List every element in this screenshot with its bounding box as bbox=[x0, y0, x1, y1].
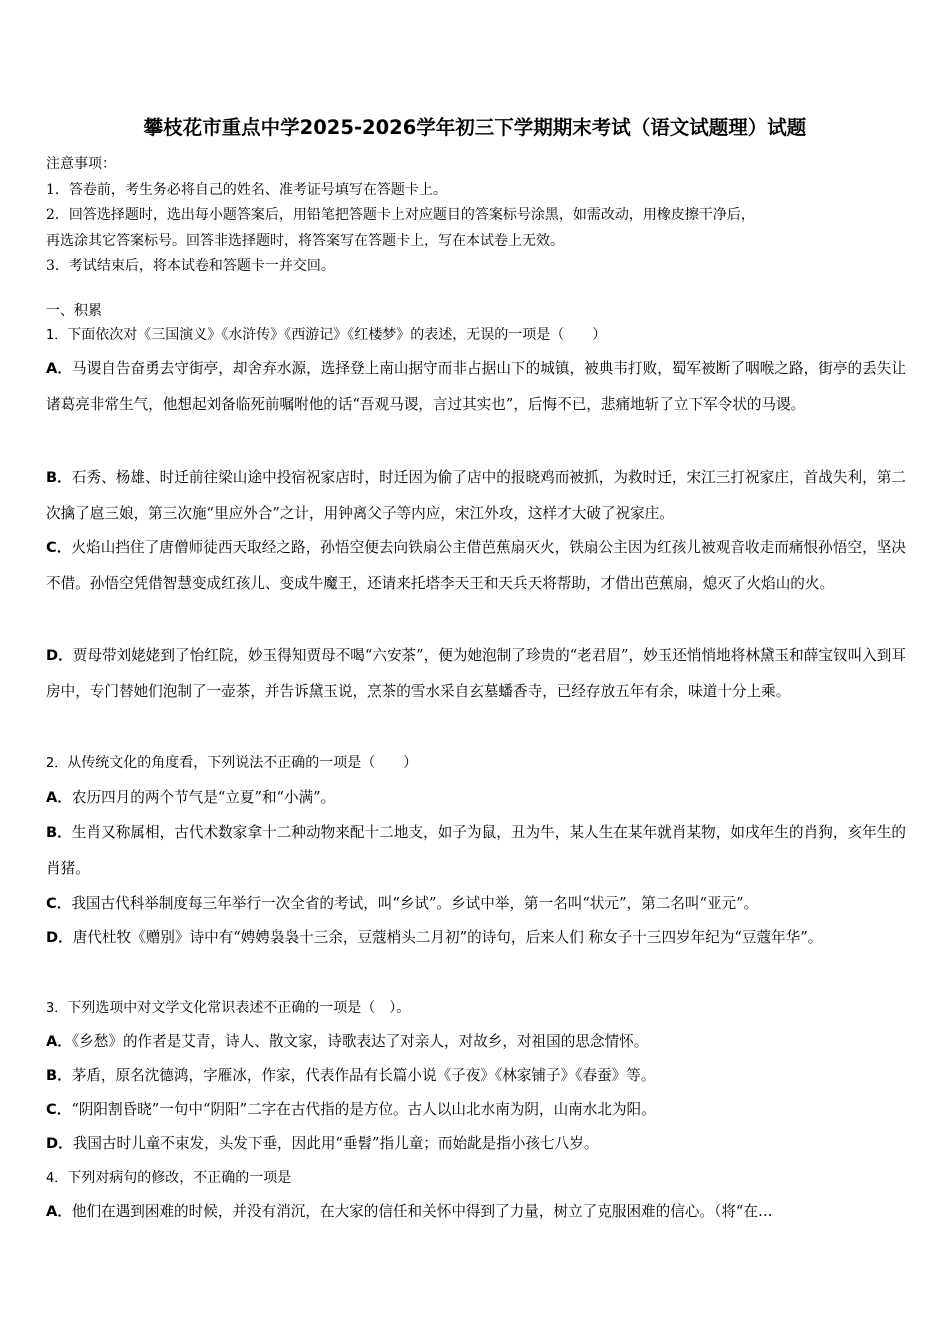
question-text: 从传统文化的角度看，下列说法不正确的一项是（ ） bbox=[67, 755, 418, 771]
question-number: 2． bbox=[46, 756, 68, 771]
answer-option bbox=[46, 1194, 906, 1230]
answer-option bbox=[46, 351, 906, 423]
option-letter: C． bbox=[46, 895, 72, 912]
option-letter: A． bbox=[46, 1033, 72, 1050]
option-text: 石秀、杨雄、时迁前往梁山途中投宿祝家店时，时迁因为偷了店中的报晓鸡而被抓，为救时迁，宋江三打祝家庄，首战失利，第二次擒了扈三娘，第三次施“里应外合”之计，用钟离父子等内应，宋江外攻，这样才大破了祝家庄。 bbox=[46, 469, 906, 522]
option-letter: C． bbox=[46, 1101, 72, 1118]
question-text: 下面依次对《三国演义》《水浒传》《西游记》《红楼梦》的表述，无误的一项是（ ） bbox=[67, 327, 607, 343]
option-text: “阴阳割昏晓”一句中“阴阳”二字在古代指的是方位。古人以山北水南为阴，山南水北为阳。 bbox=[71, 1101, 656, 1118]
notes-item: 再选涂其它答案标号。回答非选择题时，将答案写在答题卡上，写在本试卷上无效。 bbox=[46, 232, 564, 249]
question-text: 下列对病句的修改，不正确的一项是 bbox=[67, 1170, 292, 1186]
option-letter: A． bbox=[46, 1203, 72, 1220]
answer-option bbox=[46, 886, 906, 922]
notes-block bbox=[46, 152, 906, 280]
option-letter: B． bbox=[46, 469, 72, 486]
option-text: 马谡自告奋勇去守街亭，却舍弃水源，选择登上南山据守而非占据山下的城镇，被典韦打败，蜀军被断了咽喉之路，街亭的丢失让诸葛亮非常生气，他想起刘备临死前嘱咐他的话“吾观马谡，言过其实也”，后悔不已，悲痛地斩了立下军令状的马谡。 bbox=[46, 360, 906, 413]
answer-option bbox=[46, 920, 906, 956]
option-text: 唐代杜牧《赠别》诗中有“娉娉袅袅十三余，豆蔻梢头二月初”的诗句，后来人们 称女子十三四岁年纪为“豆蔻年华”。 bbox=[72, 929, 823, 946]
option-text: 生肖又称属相，古代术数家拿十二种动物来配十二地支，如子为鼠，丑为牛，某人生在某年就肖某物，如戌年生的肖狗，亥年生的肖猪。 bbox=[46, 824, 906, 877]
option-letter: C． bbox=[46, 539, 72, 556]
answer-option bbox=[46, 1126, 906, 1162]
answer-option bbox=[46, 460, 906, 532]
question-stem bbox=[46, 324, 606, 347]
option-text: 火焰山挡住了唐僧师徒西天取经之路，孙悟空便去向铁扇公主借芭蕉扇灭火，铁扇公主因为红孩儿被观音收走而痛恨孙悟空，坚决不借。孙悟空凭借智慧变成红孩儿、变成牛魔王，还请来托塔李天王和天兵天将帮助，才借出芭蕉扇，熄灭了火焰山的火。 bbox=[46, 539, 906, 592]
notes-heading: 注意事项： bbox=[46, 156, 116, 172]
option-letter: B． bbox=[46, 1067, 72, 1084]
option-letter: D． bbox=[46, 929, 73, 946]
question-number: 3． bbox=[46, 1001, 68, 1016]
answer-option bbox=[46, 638, 906, 710]
option-text: 我国古时儿童不束发，头发下垂，因此用“垂髫”指儿童；而始龀是指小孩七八岁。 bbox=[72, 1135, 599, 1152]
question-stem bbox=[46, 1167, 291, 1190]
answer-option bbox=[46, 1092, 906, 1128]
option-text: 他们在遇到困难的时候，并没有消沉，在大家的信任和关怀中得到了力量，树立了克服困难的信心。（将“在… bbox=[71, 1203, 773, 1220]
option-text: 贾母带刘姥姥到了怡红院，妙玉得知贾母不喝“六安茶”，便为她泡制了珍贵的“老君眉”，妙玉还悄悄地将林黛玉和薛宝钗叫入到耳房中，专门替她们泡制了一壶茶，并告诉黛玉说，烹茶的雪水采自玄墓蟠香寺，已经存放五年有余，味道十分上乘。 bbox=[46, 647, 906, 700]
notes-item: 3．考试结束后，将本试卷和答题卡一并交回。 bbox=[46, 258, 335, 274]
option-text: 茅盾，原名沈德鸿，字雁冰，作家，代表作品有长篇小说《子夜》《林家铺子》《春蚕》等。 bbox=[71, 1067, 656, 1084]
question-stem bbox=[46, 752, 417, 775]
option-text: 农历四月的两个节气是“立夏”和“小满”。 bbox=[71, 789, 336, 806]
answer-option bbox=[46, 530, 906, 602]
notes-item: 2．回答选择题时，选出每小题答案后，用铅笔把答题卡上对应题目的答案标号涂黑，如需改动，用橡皮擦干净后， bbox=[46, 207, 755, 223]
question-stem bbox=[46, 997, 410, 1020]
question-text: 下列选项中对文学文化常识表述不正确的一项是（ ）。 bbox=[67, 1000, 411, 1016]
section-heading: 一、积累 bbox=[46, 303, 102, 319]
answer-option bbox=[46, 780, 906, 816]
option-letter: A． bbox=[46, 789, 72, 806]
question-number: 1． bbox=[46, 328, 68, 343]
option-letter: A． bbox=[46, 360, 72, 377]
option-text: 《乡愁》的作者是艾青，诗人、散文家，诗歌表达了对亲人，对故乡，对祖国的思念情怀。 bbox=[71, 1033, 649, 1050]
answer-option bbox=[46, 815, 906, 887]
option-letter: D． bbox=[46, 1135, 73, 1152]
option-letter: B． bbox=[46, 824, 72, 841]
option-letter: D． bbox=[46, 647, 73, 664]
answer-option bbox=[46, 1058, 906, 1094]
answer-option bbox=[46, 1024, 906, 1060]
notes-item: 1．答卷前，考生务必将自己的姓名、准考证号填写在答题卡上。 bbox=[46, 181, 447, 198]
option-text: 我国古代科举制度每三年举行一次全省的考试，叫“乡试”。乡试中举，第一名叫“状元”，第二名叫“亚元”。 bbox=[71, 895, 759, 912]
question-number: 4． bbox=[46, 1171, 68, 1186]
page-title: 攀枝花市重点中学2025-2026学年初三下学期期末考试（语文试题理）试题 bbox=[143, 116, 807, 139]
